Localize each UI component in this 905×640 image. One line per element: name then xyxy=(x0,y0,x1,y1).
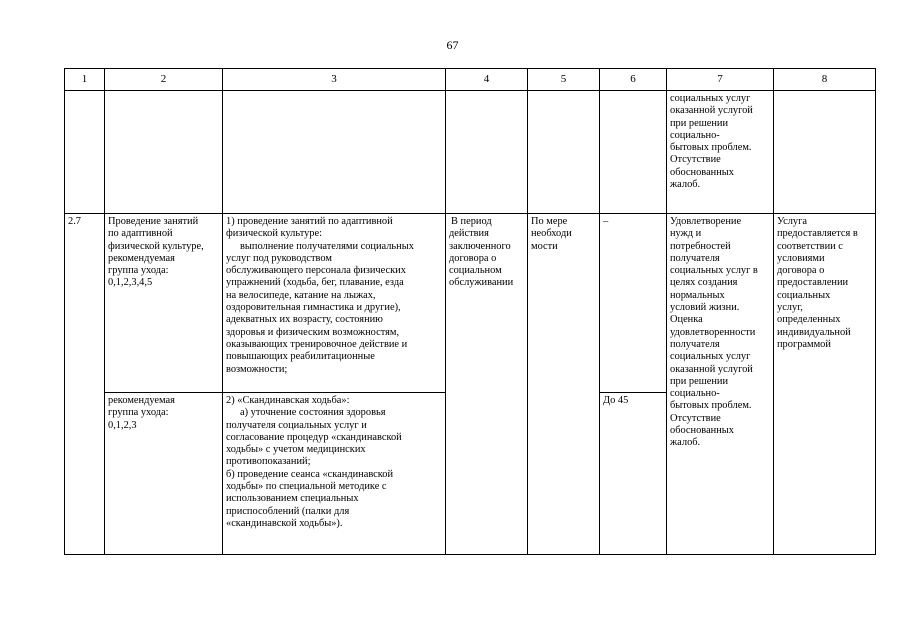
service-content-cell xyxy=(223,393,446,555)
header-cell: 1 xyxy=(65,69,105,91)
text-line: оказывающих тренировочное действие и xyxy=(226,338,408,350)
text-line: предоставлении xyxy=(777,277,849,289)
text-line: физической культуре: xyxy=(226,228,323,240)
cell-empty xyxy=(105,91,223,214)
text-line: на велосипеде, катание на лыжах, xyxy=(226,289,376,301)
text-line: Проведение занятий xyxy=(108,216,199,227)
continuation-row xyxy=(65,91,876,214)
header-cell: 4 xyxy=(446,69,528,91)
text-line: при решении xyxy=(670,375,729,387)
text-line: б) проведение сеанса «скандинавской xyxy=(226,468,394,480)
volume-cell xyxy=(600,393,667,555)
text-line: жалоб. xyxy=(670,437,701,449)
header-cell: 5 xyxy=(528,69,600,91)
frequency-cell xyxy=(528,214,600,555)
service-content-cell xyxy=(223,214,446,393)
service-name-cell xyxy=(105,214,223,393)
text-line: социальном xyxy=(449,265,502,277)
text-line: 0,1,2,3,4,5 xyxy=(108,277,153,289)
text-line: 1) проведение занятий по адаптивной xyxy=(226,216,393,227)
cell-empty xyxy=(528,91,600,214)
text-line: мости xyxy=(531,240,558,252)
text-line: возможности; xyxy=(226,363,288,375)
text-line: действия xyxy=(449,228,489,240)
text-line: необходи xyxy=(531,228,572,240)
header-row xyxy=(65,69,876,91)
service-name-cell xyxy=(105,393,223,555)
text-line: Отсутствие xyxy=(670,154,721,166)
text-line: получателя социальных услуг и xyxy=(226,419,367,431)
text-line: обслуживании xyxy=(449,277,514,289)
header-cell: 7 xyxy=(667,69,774,91)
text-line: по адаптивной xyxy=(108,228,173,240)
text-line: программой xyxy=(777,338,831,350)
cell-empty xyxy=(774,91,876,214)
text-line: Отсутствие xyxy=(670,412,721,424)
period-cell xyxy=(446,214,528,555)
text-line: условий жизни. xyxy=(670,302,740,314)
text-line: нормальных xyxy=(670,289,725,301)
volume-cell xyxy=(600,214,667,393)
text-line: обоснованных xyxy=(670,166,734,178)
text-line: целях создания xyxy=(670,277,738,289)
text-line: Удовлетворение xyxy=(670,216,742,227)
text-line: социальных xyxy=(777,289,831,301)
text-line: – xyxy=(603,216,609,227)
text-line: адекватных их возрасту, состоянию xyxy=(226,314,383,326)
text-line: получателя xyxy=(670,338,720,350)
header-cell: 3 xyxy=(223,69,446,91)
text-line: услуг, xyxy=(777,302,803,314)
text-line: социальных услуг xyxy=(670,93,751,104)
text-line: ходьбы» по специальной методике с xyxy=(226,481,387,493)
text-line: договора о xyxy=(777,265,825,277)
text-line: условиями xyxy=(777,252,825,264)
continuation-quality-cell xyxy=(667,91,774,214)
row-number-cell xyxy=(65,214,105,555)
text-line: Оценка xyxy=(670,314,703,326)
text-line: упражнений (ходьба, бег, плавание, езда xyxy=(226,277,404,289)
services-table xyxy=(64,68,876,555)
text-line: жалоб. xyxy=(670,179,701,191)
page-number: 67 xyxy=(446,38,459,52)
text-line: 2) «Скандинавская ходьба»: xyxy=(226,395,350,406)
text-line: бытовых проблем. xyxy=(670,142,752,154)
text-line: определенных xyxy=(777,314,841,326)
quality-cell xyxy=(667,214,774,555)
text-line: По мере xyxy=(531,216,568,227)
text-line: оказанной услугой xyxy=(670,105,753,117)
text-line: использованием специальных xyxy=(226,493,359,505)
text-line: Услуга xyxy=(777,216,807,227)
text-line: группа ухода: xyxy=(108,407,169,419)
text-line: при решении xyxy=(670,117,729,129)
text-line: получателя xyxy=(670,252,720,264)
text-line: До 45 xyxy=(603,395,629,406)
text-line: ходьбы» с учетом медицинских xyxy=(226,444,366,456)
text-line: а) уточнение состояния здоровья xyxy=(240,407,386,419)
service-row-2-7 xyxy=(65,214,876,393)
text-line: оказанной услугой xyxy=(670,363,753,375)
header-cell: 6 xyxy=(600,69,667,91)
text-line: договора о xyxy=(449,252,497,264)
header-cell: 2 xyxy=(105,69,223,91)
row-number: 2.7 xyxy=(68,216,81,227)
text-line: нужд и xyxy=(670,228,702,240)
text-line: приспособлений (палки для xyxy=(226,505,350,517)
text-line: рекомендуемая xyxy=(108,252,175,264)
text-line: социальных услуг xyxy=(670,351,751,363)
cell-empty xyxy=(223,91,446,214)
text-line: согласование процедур «скандинавской xyxy=(226,431,402,443)
cell-empty xyxy=(65,91,105,214)
text-line: обоснованных xyxy=(670,425,734,437)
text-line: предоставляется в xyxy=(777,228,858,240)
text-line: социально- xyxy=(670,129,720,141)
conditions-cell xyxy=(774,214,876,555)
text-line: оздоровительная гимнастика и другие), xyxy=(226,302,401,314)
text-line: социально- xyxy=(670,388,720,400)
text-line: физической культуре, xyxy=(108,240,204,252)
text-line: бытовых проблем. xyxy=(670,400,752,412)
cell-empty xyxy=(600,91,667,214)
text-line: социальных услуг в xyxy=(670,265,758,277)
text-line: заключенного xyxy=(449,240,511,252)
text-line: индивидуальной xyxy=(777,326,851,338)
text-line: обслуживающего персонала физических xyxy=(226,265,406,277)
text-line: группа ухода: xyxy=(108,265,169,277)
text-line: 0,1,2,3 xyxy=(108,419,137,431)
text-line: В период xyxy=(451,216,492,227)
text-line: соответствии с xyxy=(777,240,843,252)
text-line: выполнение получателями социальных xyxy=(240,240,414,252)
text-line: повышающих реабилитационные xyxy=(226,351,375,363)
header-cell: 8 xyxy=(774,69,876,91)
text-line: удовлетворенности xyxy=(670,326,756,338)
text-line: рекомендуемая xyxy=(108,395,175,406)
text-line: потребностей xyxy=(670,240,731,252)
cell-empty xyxy=(446,91,528,214)
text-line: здоровья и физическим возможностям, xyxy=(226,326,400,338)
text-line: «скандинавской ходьбы»). xyxy=(226,517,343,529)
text-line: противопоказаний; xyxy=(226,456,311,468)
text-line: услуг под руководством xyxy=(226,252,332,264)
